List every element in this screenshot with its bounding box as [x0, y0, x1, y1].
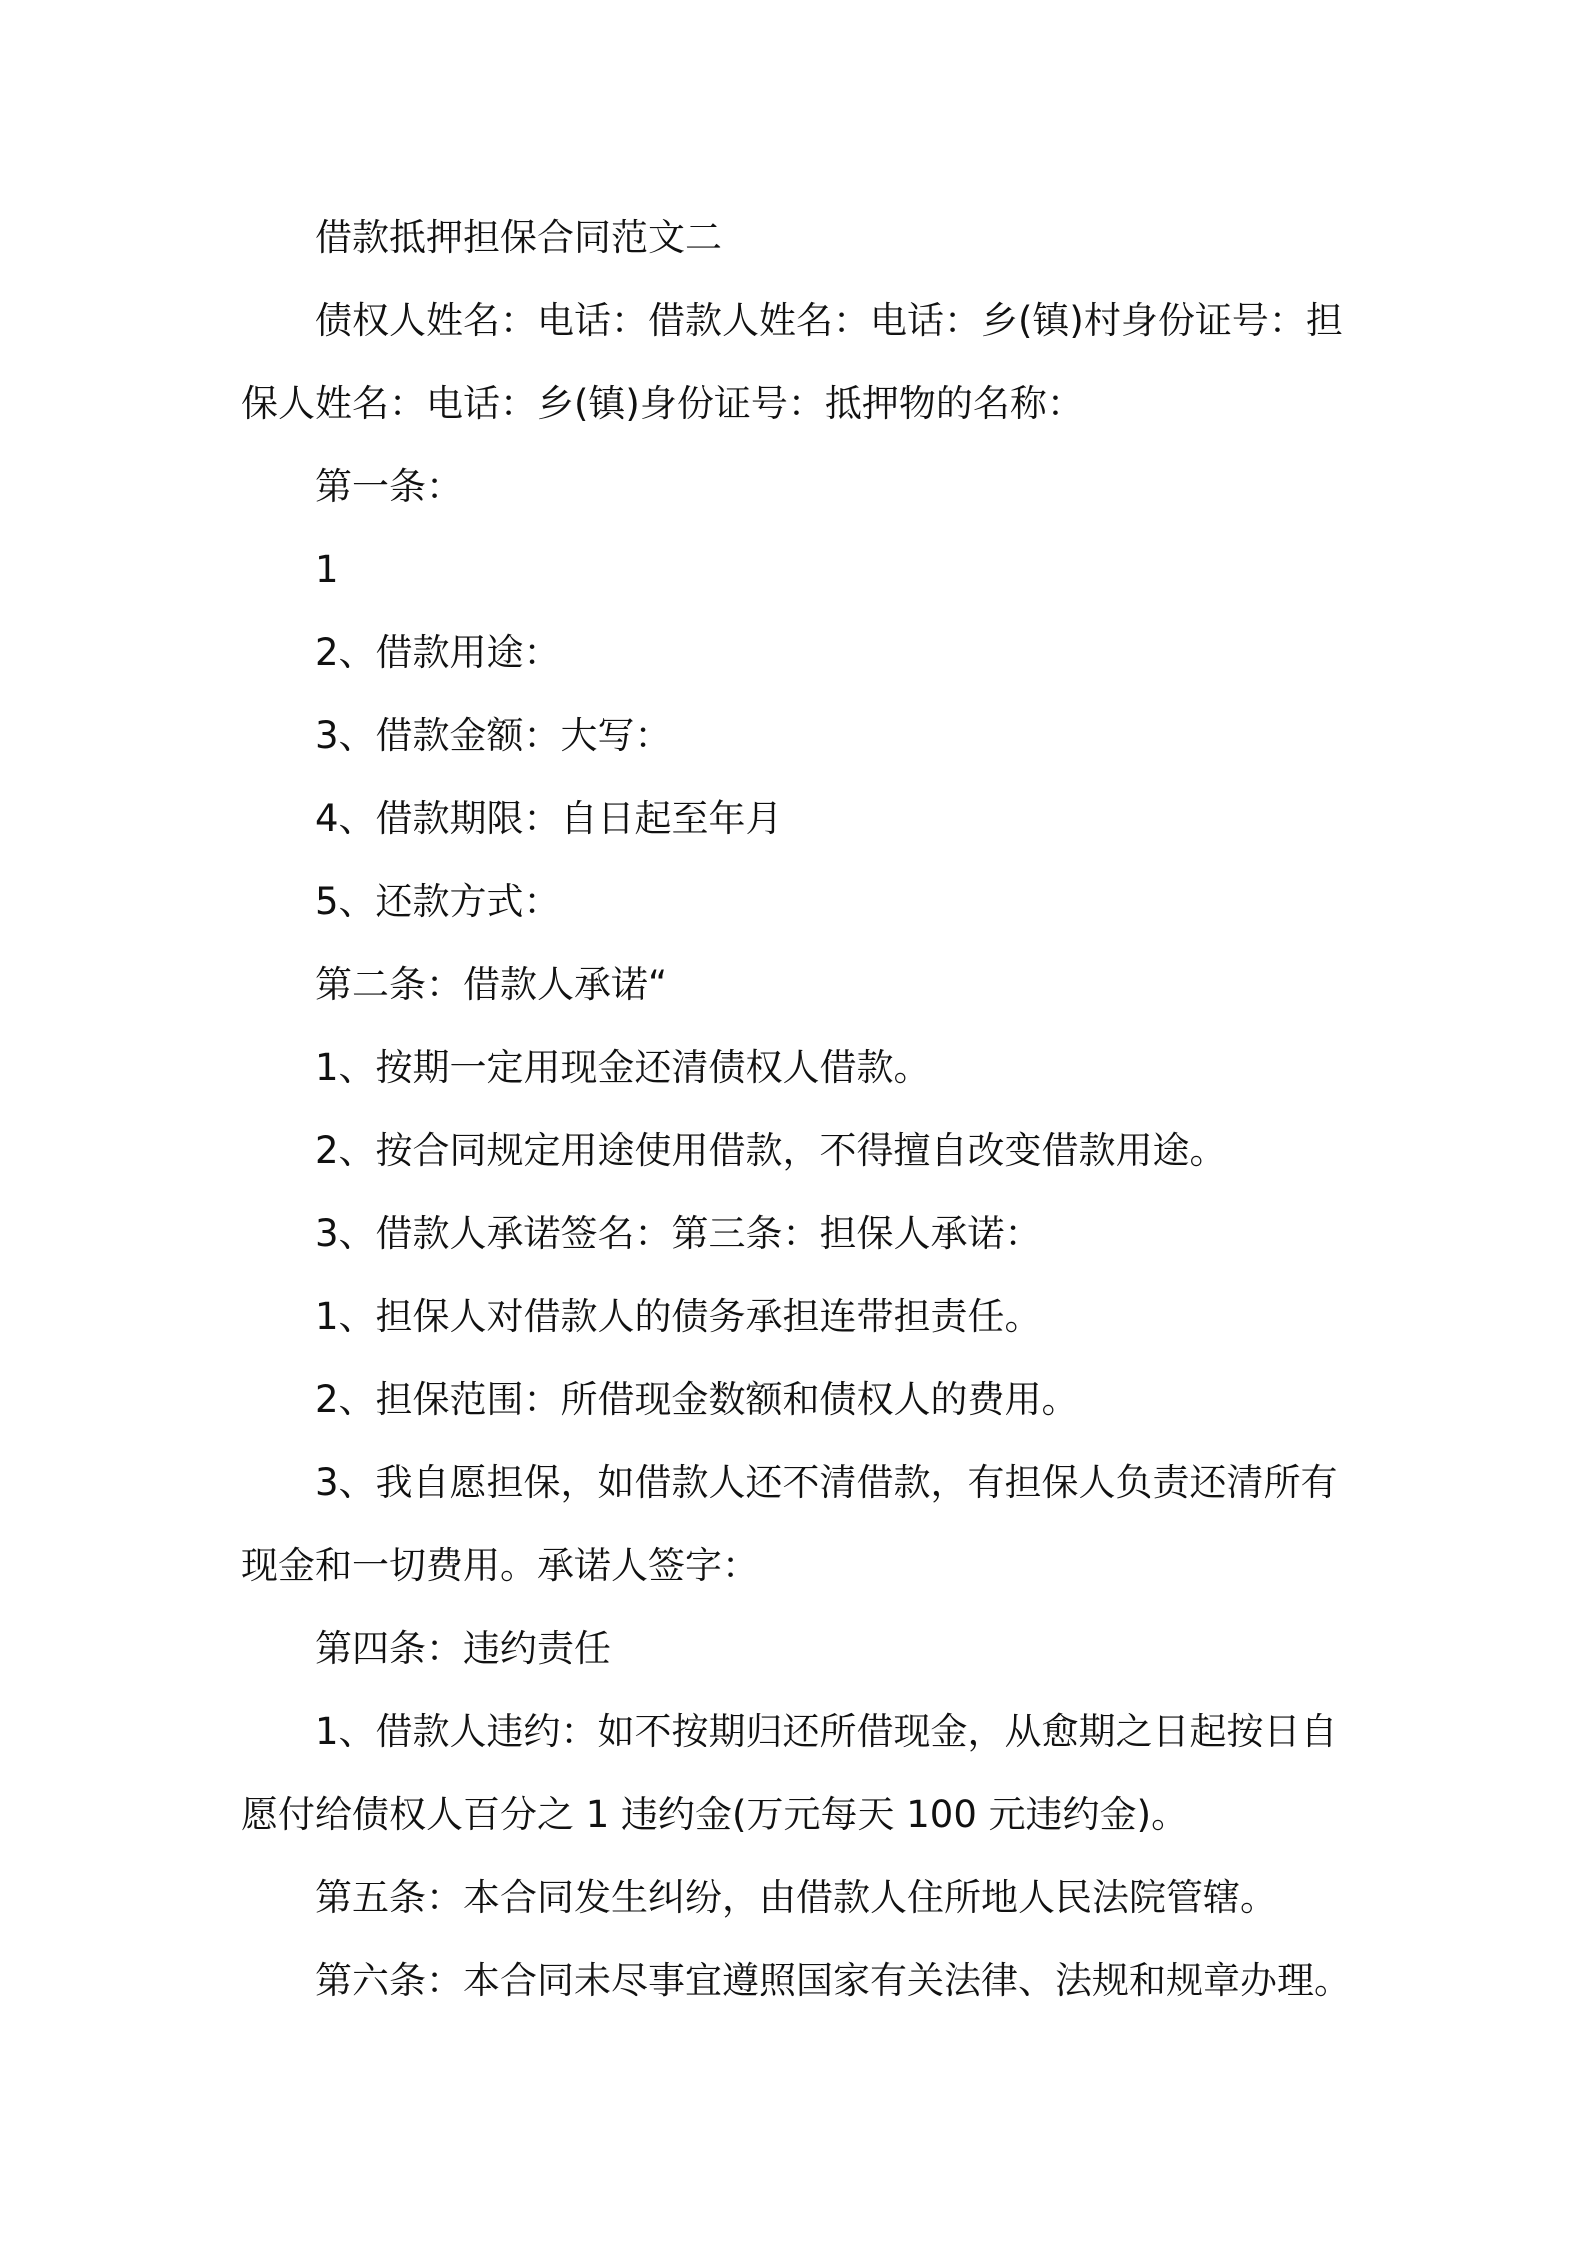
article-1-item-2: 2、借款用途：: [315, 631, 561, 674]
article-2-item-2: 2、按合同规定用途使用借款，不得擅自改变借款用途。: [315, 1129, 1227, 1172]
article-4-heading: 第四条：违约责任: [315, 1627, 611, 1670]
article-1-heading: 第一条：: [315, 465, 463, 508]
article-1-item-1: 1: [315, 548, 339, 591]
article-1-item-5: 5、还款方式：: [315, 880, 561, 923]
article-4-item-1: 1、借款人违约：如不按期归还所借现金，从愈期之日起按日自愿付给债权人百分之 1 违约金(万元每天 100 元违约金)。: [241, 1710, 1338, 1836]
article-3-item-1: 1、担保人对借款人的债务承担连带担责任。: [315, 1295, 1042, 1338]
article-3-item-3: 3、我自愿担保，如借款人还不清借款，有担保人负责还清所有现金和一切费用。承诺人签字：: [241, 1461, 1338, 1587]
article-1-item-3: 3、借款金额：大写：: [315, 714, 672, 757]
article-1-item-4: 4、借款期限：自日起至年月: [315, 797, 783, 840]
article-5: 第五条：本合同发生纠纷，由借款人住所地人民法院管辖。: [315, 1876, 1277, 1919]
article-2-item-3-and-article-3-heading: 3、借款人承诺签名：第三条：担保人承诺：: [315, 1212, 1042, 1255]
article-3-item-2: 2、担保范围：所借现金数额和债权人的费用。: [315, 1378, 1079, 1421]
parties-paragraph: 债权人姓名：电话：借款人姓名：电话：乡(镇)村身份证号：担保人姓名：电话：乡(镇)身份证号：抵押物的名称：: [241, 299, 1343, 425]
article-6: 第六条：本合同未尽事宜遵照国家有关法律、法规和规章办理。: [315, 1959, 1351, 2002]
document-body: [241, 196, 1351, 2022]
article-2-item-1: 1、按期一定用现金还清债权人借款。: [315, 1046, 931, 1089]
article-2-heading: 第二条：借款人承诺“: [315, 963, 668, 1006]
document-title: 借款抵押担保合同范文二: [315, 216, 722, 259]
